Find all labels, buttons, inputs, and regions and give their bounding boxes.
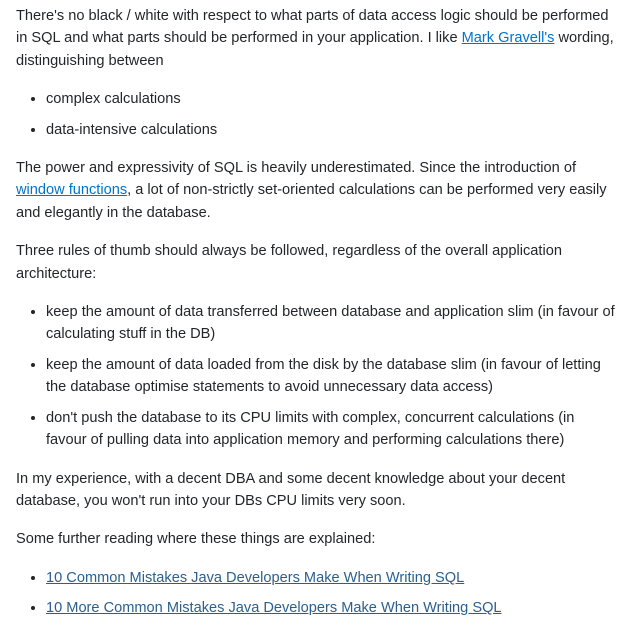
list-item: • data-intensive calculations	[46, 119, 616, 141]
reading-intro-paragraph: Some further reading where these things are explained:	[16, 531, 376, 548]
power-paragraph	[16, 157, 616, 224]
list-item	[46, 567, 616, 589]
rules-intro-paragraph: Three rules of thumb should always be followed, regardless of the overall application architecture:	[16, 243, 562, 282]
list-item	[46, 597, 616, 619]
power-text-after: , a lot of non-strictly set-oriented calculations can be performed very easily and elegantly in the database.	[16, 182, 607, 221]
list-item: • complex calculations	[46, 88, 616, 110]
reading-link-more-common-mistakes[interactable]: 10 More Common Mistakes Java Developers Make When Writing SQL	[46, 600, 502, 617]
list-item: • keep the amount of data transferred between database and application slim (in favour of calculating stuff in the DB)	[46, 301, 616, 346]
window-functions-link[interactable]: window functions	[16, 182, 128, 199]
intro-text-before: There's no black / white with respect to what parts of data access logic should be performed in SQL and what parts should be performed in your application. I like	[16, 8, 609, 47]
power-text-before: The power and expressivity of SQL is heavily underestimated. Since the introduction of	[16, 160, 576, 177]
list-item: • keep the amount of data loaded from the disk by the database slim (in favour of letting the database optimise statements to avoid unnecessary data access)	[46, 354, 616, 399]
intro-text-after: wording, distinguishing between	[16, 30, 614, 69]
reading-link-common-mistakes[interactable]: 10 Common Mistakes Java Developers Make When Writing SQL	[46, 569, 465, 586]
experience-paragraph: In my experience, with a decent DBA and some decent knowledge about your decent database, you won't run into your DBs CPU limits very soon.	[16, 470, 566, 509]
distinctions-list	[16, 88, 616, 141]
list-item: • don't push the database to its CPU limits with complex, concurrent calculations (in favour of pulling data into application memory and performing calculations there)	[46, 407, 616, 452]
mark-gravell-link[interactable]: Mark Gravell's	[461, 30, 555, 47]
reading-list	[16, 567, 616, 620]
intro-paragraph	[16, 5, 616, 72]
rules-list	[16, 301, 616, 451]
